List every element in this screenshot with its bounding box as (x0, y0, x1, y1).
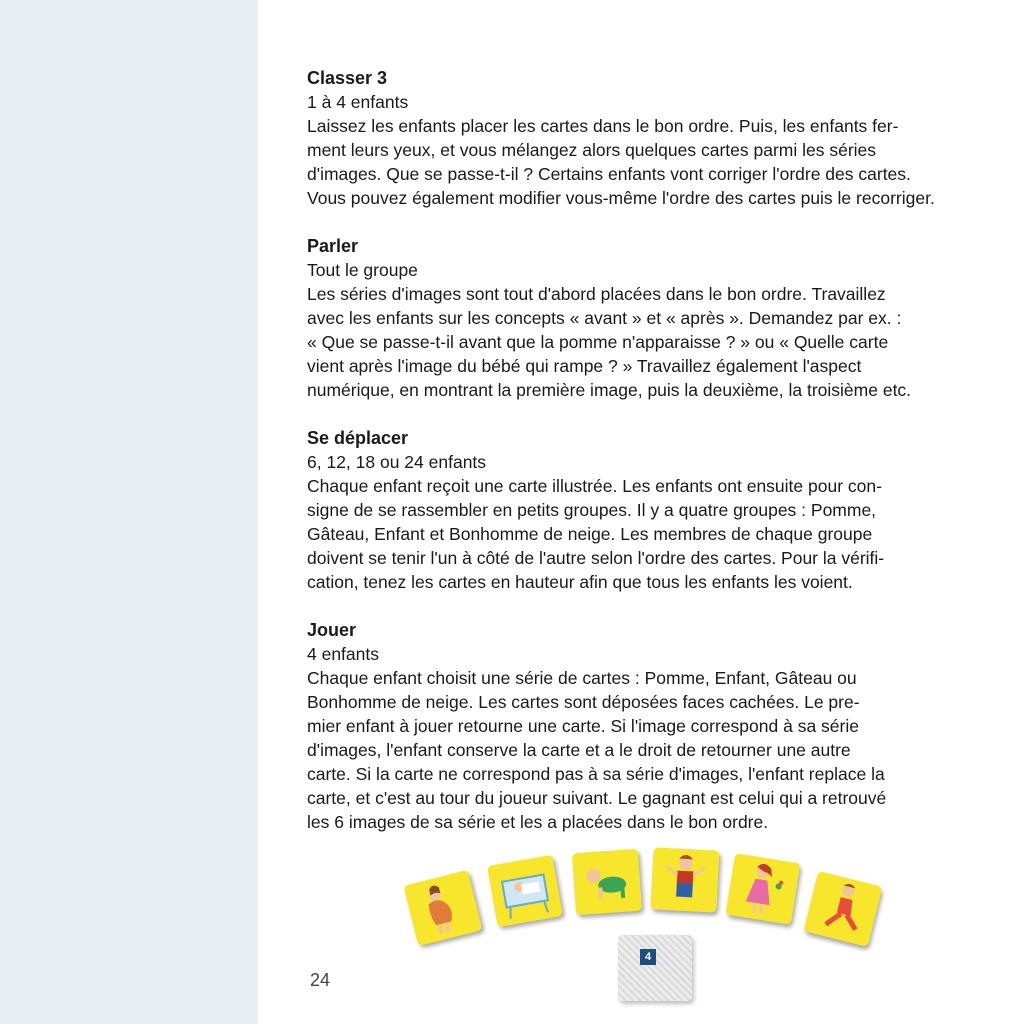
body-line: d'images, l'enfant conserve la carte et a le droit de retourner une autre (307, 740, 851, 760)
body-line: avec les enfants sur les concepts « avant » et « après ». Demandez par ex. : (307, 308, 902, 328)
body-line: ment leurs yeux, et vous mélangez alors quelques cartes parmi les séries (307, 140, 877, 160)
section-title: Parler (307, 236, 359, 256)
body-line: mier enfant à jouer retourne une carte. Si l'image correspond à sa série (307, 716, 859, 736)
page-number: 24 (310, 970, 331, 990)
left-margin-panel (0, 0, 258, 1024)
baby-crib-icon (487, 855, 563, 928)
crawling-baby-icon (572, 849, 642, 915)
section-body (307, 666, 967, 834)
section-parler (307, 234, 967, 402)
card-number-badge: 4 (640, 949, 656, 965)
card-pregnant-woman (403, 870, 482, 946)
card-running-child (803, 871, 882, 947)
section-classer (307, 66, 967, 210)
body-line: vient après l'image du bébé qui rampe ? » Travaillez également l'aspect (307, 356, 862, 376)
body-line: Bonhomme de neige. Les cartes sont déposées faces cachées. Le pre- (307, 692, 860, 712)
body-line: numérique, en montrant la première image, puis la deuxième, la troisième etc. (307, 380, 912, 400)
body-line: Laissez les enfants placer les cartes dans le bon ordre. Puis, les enfants fer- (307, 116, 899, 136)
body-line: carte, et c'est au tour du joueur suivant. Le gagnant est celui qui a retrouvé (307, 788, 887, 808)
body-line: Gâteau, Enfant et Bonhomme de neige. Les membres de chaque groupe (307, 524, 873, 544)
section-se-deplacer (307, 426, 967, 594)
body-line: carte. Si la carte ne correspond pas à sa série d'images, l'enfant replace la (307, 764, 885, 784)
body-line: Chaque enfant choisit une série de cartes : Pomme, Enfant, Gâteau ou (307, 668, 857, 688)
body-line: les 6 images de sa série et les a placées dans le bon ordre. (307, 812, 769, 832)
card-girl-with-flowers (726, 853, 801, 925)
body-line: Vous pouvez également modifier vous-même l'ordre des cartes puis le recorriger. (307, 188, 935, 208)
card-baby-in-crib (487, 855, 563, 928)
body-line: Chaque enfant reçoit une carte illustrée. Les enfants ont ensuite pour con- (307, 476, 882, 496)
card-toddler (650, 847, 719, 912)
body-line: d'images. Que se passe-t-il ? Certains enfants vont corriger l'ordre des cartes. (307, 164, 911, 184)
body-line: « Que se passe-t-il avant que la pomme n'apparaisse ? » ou « Quelle carte (307, 332, 889, 352)
face-down-card (618, 935, 692, 1001)
section-body (307, 282, 967, 402)
section-title: Classer 3 (307, 68, 388, 88)
body-line: cation, tenez les cartes en hauteur afin que tous les enfants les voient. (307, 572, 853, 592)
toddler-icon (650, 847, 719, 912)
girl-flowers-icon (726, 853, 801, 925)
body-line: Les séries d'images sont tout d'abord placées dans le bon ordre. Travaillez (307, 284, 886, 304)
section-jouer (307, 618, 967, 834)
section-title: Jouer (307, 620, 357, 640)
section-players: 6, 12, 18 ou 24 enfants (307, 452, 487, 472)
section-players: Tout le groupe (307, 260, 418, 280)
section-body (307, 474, 967, 594)
pregnant-woman-icon (403, 870, 482, 946)
section-players: 1 à 4 enfants (307, 92, 409, 112)
section-body (307, 114, 967, 210)
body-line: doivent se tenir l'un à côté de l'autre selon l'ordre des cartes. Pour la vérifi- (307, 548, 885, 568)
section-players: 4 enfants (307, 644, 379, 664)
section-title: Se déplacer (307, 428, 409, 448)
card-series-illustration (400, 845, 900, 1024)
card-crawling-baby (572, 849, 642, 915)
body-line: signe de se rassembler en petits groupes. Il y a quatre groupes : Pomme, (307, 500, 877, 520)
running-child-icon (803, 871, 882, 947)
document-content (307, 66, 967, 858)
